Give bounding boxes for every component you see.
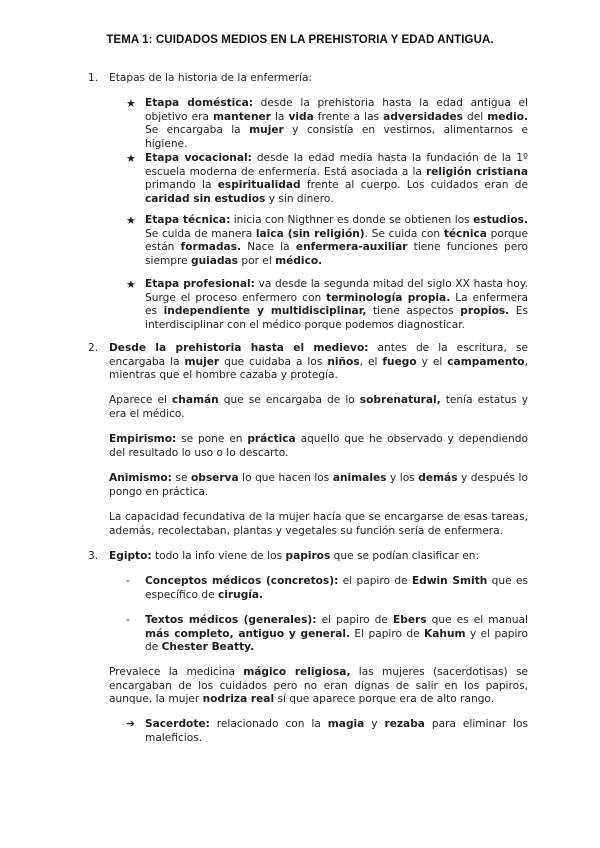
bold-term: rezaba: [384, 718, 425, 730]
bold-term: Kahum: [424, 627, 466, 640]
text-run: aquello que he observado y dependiendo del resultado lo uso o lo descarto.: [109, 433, 528, 459]
bold-term: Etapa profesional:: [145, 278, 255, 290]
text-run: La enfermera es: [145, 291, 528, 318]
bold-term: sobrenatural,: [359, 394, 441, 406]
bold-term: mujer: [184, 355, 220, 368]
bold-term: Ebers: [393, 614, 427, 626]
bold-term: Conceptos médicos (concretos):: [145, 575, 339, 587]
bold-term: independiente y multidisciplinar,: [163, 305, 367, 318]
text-run: Es interdisciplinar con el médico porque podemos diagnosticar.: [145, 305, 528, 331]
bold-term: nodriza real: [202, 693, 275, 706]
bold-term: chamán: [172, 394, 219, 406]
bold-term: práctica: [247, 433, 296, 445]
text-run: y sin dinero.: [265, 192, 334, 205]
text-run: Se cuida de manera: [145, 227, 256, 240]
text-run: y después lo pongo en práctica.: [109, 472, 528, 498]
text-run: que es específico de: [145, 575, 529, 601]
bold-term: espiritualidad: [217, 179, 301, 192]
paragraph-fecundativa: [109, 511, 528, 538]
text-run: que cuidaba a los: [219, 355, 328, 368]
text-run: y el: [416, 355, 448, 368]
stage-domestica: [145, 97, 528, 151]
text-run: y el papiro de: [145, 627, 528, 654]
bold-term: mujer: [249, 124, 284, 137]
section-3-number: 3.: [88, 550, 99, 562]
text-run: . Se cuida con: [364, 227, 444, 240]
bold-term: Etapa técnica:: [145, 214, 231, 226]
bold-term: adversidades: [383, 110, 463, 123]
text-run: La capacidad fecundativa de la mujer hacía que se encargarse de esas tareas, además, recolectaban, plantas y vegetales su función sería de enfermera.: [109, 511, 528, 537]
text-run: sí que aparece porque era de alto rango.: [274, 693, 495, 706]
bold-term: Sacerdote:: [145, 718, 210, 730]
bold-term: Egipto:: [109, 550, 152, 562]
text-run: las mujeres (sacerdotisas) se encargaban de los cuidados pero no eran dignas de salir en los papiros, aunque, la mujer: [109, 666, 528, 706]
star-bullet-icon: ★: [126, 278, 136, 291]
text-run: por el: [238, 254, 276, 267]
bold-term: propios.: [460, 305, 510, 318]
bold-term: Etapa doméstica:: [145, 97, 253, 109]
text-run: desde la edad media hasta la fundación de la 1º escuela moderna de enfermería. Está asociada a la: [145, 152, 529, 178]
bold-term: enfermera-auxiliar: [295, 241, 408, 254]
text-run: tiene aspectos: [366, 305, 461, 318]
text-run: el papiro de: [316, 614, 393, 626]
text-run: la: [270, 110, 289, 123]
bold-term: laica (sin religión): [255, 227, 365, 240]
text-run: que se encargaba de lo: [218, 394, 360, 406]
bold-term: terminología propia.: [326, 291, 451, 304]
text-run: desde la prehistoria hasta la edad antigua el objetivo era: [145, 97, 528, 123]
bold-term: caridad sin estudios: [145, 192, 266, 205]
text-run: Nace la: [241, 241, 296, 254]
bold-term: formadas.: [180, 241, 242, 254]
section-3-lead: [109, 550, 528, 564]
text-run: va desde la segunda mitad del siglo XX hasta hoy. Surge el proceso enfermero con: [145, 278, 529, 304]
stage-vocacional: [145, 152, 528, 206]
text-run: relacionado con la: [209, 718, 328, 730]
dash-bullet: -: [126, 614, 130, 626]
star-bullet-icon: ★: [126, 214, 136, 227]
text-run: se: [171, 472, 191, 484]
text-run: Se encargaba la: [145, 124, 250, 137]
text-run: del: [462, 110, 488, 123]
bold-term: niños: [327, 355, 360, 368]
text-run: tenía estatus y era el médico.: [109, 394, 528, 420]
text-run: porque están: [145, 227, 528, 254]
text-run: se pone en: [176, 433, 248, 445]
bold-term: magia: [327, 718, 365, 730]
stage-tecnica: [145, 214, 528, 268]
text-run: y: [364, 718, 385, 730]
text-run: primando la: [145, 179, 218, 192]
bold-term: mágico religiosa,: [243, 666, 351, 678]
text-run: y consistía en vestirnos, alimentarnos e higiene.: [145, 124, 528, 150]
paragraph-chaman: [109, 394, 528, 421]
bold-term: vida: [288, 110, 314, 123]
bold-term: medio.: [487, 110, 529, 123]
bold-term: demás: [418, 472, 458, 484]
section-1-number: 1.: [88, 72, 99, 84]
text-run: Prevalece la medicina: [109, 666, 244, 678]
section-2-number: 2.: [88, 342, 99, 354]
document-title: TEMA 1: CUIDADOS MEDIOS EN LA PREHISTORIA Y EDAD ANTIGUA.: [106, 34, 494, 46]
star-bullet-icon: ★: [126, 152, 136, 165]
bold-term: Animismo:: [109, 472, 172, 484]
bold-term: campamento: [447, 355, 525, 368]
arrow-right-icon: ➔: [126, 718, 135, 730]
bold-term: Chester Beatty.: [161, 641, 255, 654]
bold-term: cirugía.: [218, 588, 264, 601]
paragraph-empirismo: [109, 433, 528, 460]
text-run: El papiro de: [350, 627, 425, 640]
stage-profesional: [145, 278, 528, 332]
text-run: inicia con Nigthner es donde se obtienen los: [230, 214, 474, 226]
text-run: Aparece el: [109, 394, 172, 406]
bold-term: religión cristiana: [425, 165, 529, 178]
paragraph-animismo: [109, 472, 528, 499]
bold-term: estudios.: [473, 214, 528, 226]
bold-term: Empirismo:: [109, 433, 177, 445]
bold-term: mantener: [212, 110, 271, 123]
text-run: todo la info viene de los: [151, 550, 286, 562]
text-run: , el: [359, 355, 383, 368]
text-run: y los: [386, 472, 419, 484]
text-run: antes de la escritura, se encargaba la: [109, 342, 528, 368]
bold-term: Textos médicos (generales):: [145, 614, 317, 626]
bold-term: papiros: [285, 550, 331, 562]
bold-term: guiadas: [191, 254, 238, 267]
text-run: para eliminar los maleficios.: [145, 718, 528, 744]
star-bullet-icon: ★: [126, 97, 136, 110]
paragraph-prevalece: [109, 666, 528, 707]
bold-term: médico.: [275, 254, 323, 267]
text-run: lo que hacen los: [238, 472, 333, 484]
bold-term: técnica: [443, 227, 487, 240]
bold-term: Desde la prehistoria hasta el medievo:: [109, 342, 369, 354]
bold-term: fuego: [382, 355, 417, 368]
text-run: frente al cuerpo. Los cuidados eran de: [300, 179, 528, 192]
section-2-lead: [109, 342, 528, 383]
dash-bullet: -: [126, 575, 130, 587]
text-run: tiene funciones pero siempre: [145, 241, 529, 267]
bold-term: Edwin Smith: [411, 575, 488, 587]
item-sacerdote: [145, 718, 528, 745]
bold-term: Etapa vocacional:: [145, 152, 252, 164]
bold-term: animales: [332, 472, 387, 484]
item-conceptos-medicos: [145, 575, 528, 602]
text-run: el papiro de: [338, 575, 412, 587]
text-run: que se podían clasificar en:: [330, 550, 480, 562]
text-run: frente a las: [313, 110, 384, 123]
text-run: que es el manual: [426, 614, 528, 626]
item-textos-medicos: [145, 614, 528, 655]
bold-term: observa: [190, 472, 239, 484]
text-run: , mientras que el hombre cazaba y protegía.: [109, 355, 528, 382]
section-1-heading: Etapas de la historia de la enfermería:: [109, 72, 313, 84]
bold-term: más completo, antiguo y general.: [145, 627, 351, 640]
